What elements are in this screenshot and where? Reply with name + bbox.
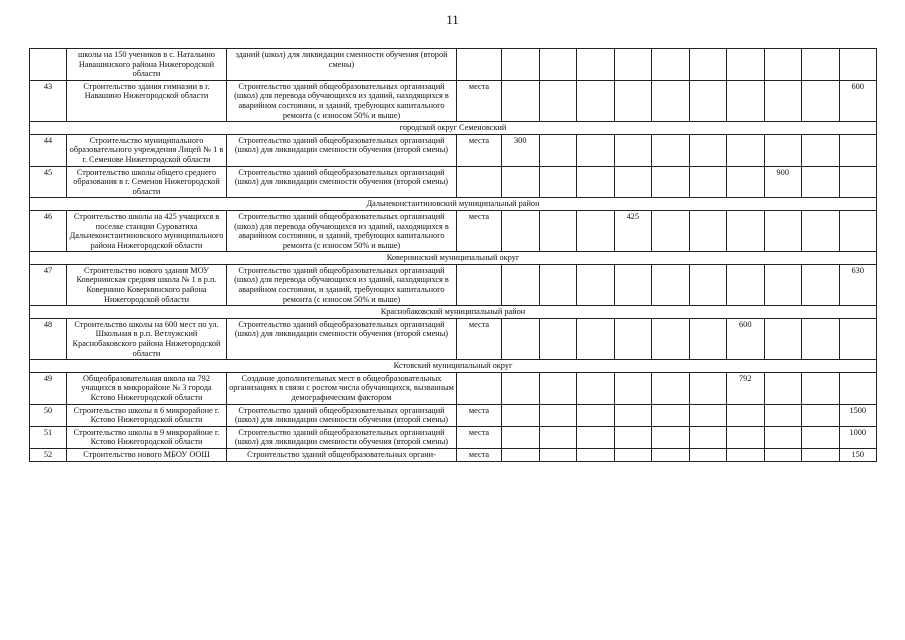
row-number: 52 [30, 448, 67, 461]
region-label: городской округ Семеновский [30, 122, 877, 135]
region-row [30, 306, 877, 319]
year-value-cell [689, 80, 727, 121]
year-value-cell [577, 49, 615, 81]
object-purpose: Создание дополнительных мест в общеобразовательных организациях в связи с ростом числа обучающихся, вызванным демографическим фактором [227, 372, 457, 404]
year-value-cell [727, 134, 765, 166]
year-value-cell [689, 134, 727, 166]
year-value-cell [802, 80, 840, 121]
object-purpose: Строительство зданий общеобразовательных организаций (школ) для ликвидации сменности обучения (второй смены) [227, 404, 457, 426]
year-value-cell [614, 80, 652, 121]
year-value-cell [502, 318, 540, 359]
year-value-cell: 150 [839, 448, 877, 461]
page-number: 11 [446, 12, 459, 27]
year-value-cell [764, 264, 802, 305]
year-value-cell [689, 448, 727, 461]
year-value-cell [689, 404, 727, 426]
region-label: Краснобаковский муниципальный район [30, 306, 877, 319]
year-value-cell [764, 426, 802, 448]
year-value-cell [577, 318, 615, 359]
region-row [30, 122, 877, 135]
unit-cell [457, 166, 502, 198]
year-value-cell [652, 372, 690, 404]
year-value-cell [764, 134, 802, 166]
program-table [29, 48, 877, 462]
year-value-cell [652, 134, 690, 166]
year-value-cell [502, 372, 540, 404]
table-row [30, 166, 877, 198]
year-value-cell: 300 [502, 134, 540, 166]
region-row [30, 360, 877, 373]
year-value-cell [764, 49, 802, 81]
year-value-cell [727, 426, 765, 448]
year-value-cell [577, 426, 615, 448]
year-value-cell [539, 210, 577, 251]
year-value-cell [614, 426, 652, 448]
year-value-cell [614, 264, 652, 305]
year-value-cell [539, 134, 577, 166]
year-value-cell [727, 210, 765, 251]
year-value-cell [614, 448, 652, 461]
unit-cell [457, 264, 502, 305]
unit-cell: места [457, 404, 502, 426]
row-number: 47 [30, 264, 67, 305]
object-purpose: Строительство зданий общеобразовательных организаций (школ) для ликвидации сменности обучения (второй смены) [227, 166, 457, 198]
table-row [30, 264, 877, 305]
year-value-cell [689, 210, 727, 251]
year-value-cell [577, 448, 615, 461]
table-row [30, 134, 877, 166]
object-name: Строительство школы общего среднего образования в г. Семенов Нижегородской области [67, 166, 227, 198]
year-value-cell [839, 210, 877, 251]
year-value-cell [652, 318, 690, 359]
year-value-cell: 425 [614, 210, 652, 251]
year-value-cell [764, 448, 802, 461]
year-value-cell [802, 448, 840, 461]
unit-cell [457, 372, 502, 404]
year-value-cell: 600 [839, 80, 877, 121]
year-value-cell [764, 210, 802, 251]
year-value-cell [502, 49, 540, 81]
object-name: Строительство школы в 6 микрорайоне г. Кстово Нижегородской области [67, 404, 227, 426]
object-name: Строительство здания гимназии в г. Навашино Нижегородской области [67, 80, 227, 121]
year-value-cell: 1500 [839, 404, 877, 426]
year-value-cell [727, 49, 765, 81]
unit-cell: места [457, 134, 502, 166]
year-value-cell [577, 210, 615, 251]
year-value-cell [652, 210, 690, 251]
year-value-cell [577, 134, 615, 166]
year-value-cell [539, 404, 577, 426]
year-value-cell [689, 49, 727, 81]
object-name: Строительство школы в 9 микрорайоне г. Кстово Нижегородской области [67, 426, 227, 448]
unit-cell: места [457, 80, 502, 121]
year-value-cell [802, 134, 840, 166]
year-value-cell [802, 426, 840, 448]
year-value-cell [689, 372, 727, 404]
year-value-cell [802, 210, 840, 251]
row-number: 45 [30, 166, 67, 198]
row-number: 49 [30, 372, 67, 404]
object-name: Строительство муниципального образовательного учреждения Лицей № 1 в г. Семенове Нижегородской области [67, 134, 227, 166]
year-value-cell: 600 [727, 318, 765, 359]
row-number: 43 [30, 80, 67, 121]
object-purpose: Строительство зданий общеобразовательных организаций (школ) для ликвидации сменности обучения (второй смены) [227, 426, 457, 448]
year-value-cell [577, 264, 615, 305]
object-purpose: Строительство зданий общеобразовательных организаций (школ) для ликвидации сменности обучения (второй смены) [227, 318, 457, 359]
year-value-cell [652, 404, 690, 426]
year-value-cell [764, 404, 802, 426]
unit-cell: места [457, 210, 502, 251]
object-name: Строительство школы на 425 учащихся в поселке станции Суроватиха Дальнеконстантиновского муниципального района Нижегородской области [67, 210, 227, 251]
row-number: 46 [30, 210, 67, 251]
year-value-cell [802, 264, 840, 305]
object-purpose: Строительство зданий общеобразовательных организаций (школ) для перевода обучающихся из зданий, находящихся в аварийном состоянии, и зданий, требующих капитального ремонта (с износом 50% и выше) [227, 80, 457, 121]
row-number: 51 [30, 426, 67, 448]
year-value-cell [539, 166, 577, 198]
year-value-cell [839, 134, 877, 166]
region-row [30, 252, 877, 265]
year-value-cell [614, 318, 652, 359]
year-value-cell [802, 49, 840, 81]
year-value-cell [802, 166, 840, 198]
object-name: Строительство школы на 600 мест по ул. Школьная в р.п. Ветлужский Краснобаковского района Нижегородской области [67, 318, 227, 359]
unit-cell: места [457, 318, 502, 359]
object-name: Общеобразовательная школа на 792 учащихся в микрорайоне № 3 города Кстово Нижегородской области [67, 372, 227, 404]
row-number: 44 [30, 134, 67, 166]
year-value-cell [652, 426, 690, 448]
year-value-cell: 630 [839, 264, 877, 305]
year-value-cell [502, 210, 540, 251]
year-value-cell [539, 80, 577, 121]
object-purpose: зданий (школ) для ликвидации сменности обучения (второй смены) [227, 49, 457, 81]
year-value-cell [577, 166, 615, 198]
year-value-cell [689, 166, 727, 198]
table-row [30, 80, 877, 121]
row-number: 48 [30, 318, 67, 359]
year-value-cell [689, 318, 727, 359]
year-value-cell [614, 166, 652, 198]
year-value-cell [502, 448, 540, 461]
unit-cell [457, 49, 502, 81]
year-value-cell [614, 49, 652, 81]
year-value-cell [614, 134, 652, 166]
object-name: школы на 150 учеников в с. Натальино Навашинского района Нижегородской области [67, 49, 227, 81]
year-value-cell [764, 318, 802, 359]
row-number: 50 [30, 404, 67, 426]
region-label: Дальнеконстантиновский муниципальный район [30, 198, 877, 211]
year-value-cell [502, 80, 540, 121]
year-value-cell [839, 49, 877, 81]
year-value-cell [727, 264, 765, 305]
year-value-cell [577, 372, 615, 404]
object-purpose: Строительство зданий общеобразовательных органи- [227, 448, 457, 461]
year-value-cell [802, 404, 840, 426]
year-value-cell [652, 448, 690, 461]
year-value-cell [539, 426, 577, 448]
object-name: Строительство нового МБОУ ООШ [67, 448, 227, 461]
year-value-cell [802, 372, 840, 404]
year-value-cell [539, 372, 577, 404]
year-value-cell [839, 166, 877, 198]
year-value-cell [502, 264, 540, 305]
year-value-cell [539, 49, 577, 81]
year-value-cell [614, 372, 652, 404]
table-row [30, 318, 877, 359]
object-purpose: Строительство зданий общеобразовательных организаций (школ) для перевода обучающихся из зданий, находящихся в аварийном состоянии, и зданий, требующих капитального ремонта (с износом 50% и выше) [227, 264, 457, 305]
year-value-cell [652, 49, 690, 81]
year-value-cell: 792 [727, 372, 765, 404]
table-row [30, 372, 877, 404]
object-purpose: Строительство зданий общеобразовательных организаций (школ) для перевода обучающихся из зданий, находящихся в аварийном состоянии, и зданий, требующих капитального ремонта (с износом 50% и выше) [227, 210, 457, 251]
year-value-cell [727, 448, 765, 461]
table-row [30, 448, 877, 461]
year-value-cell [839, 318, 877, 359]
year-value-cell [577, 404, 615, 426]
year-value-cell [727, 404, 765, 426]
year-value-cell [502, 426, 540, 448]
year-value-cell [689, 426, 727, 448]
region-label: Кстовский муниципальный округ [30, 360, 877, 373]
table-row [30, 49, 877, 81]
table-row [30, 426, 877, 448]
year-value-cell [502, 166, 540, 198]
year-value-cell [727, 80, 765, 121]
table-row [30, 404, 877, 426]
year-value-cell [727, 166, 765, 198]
year-value-cell: 900 [764, 166, 802, 198]
year-value-cell [764, 372, 802, 404]
year-value-cell: 1000 [839, 426, 877, 448]
year-value-cell [652, 80, 690, 121]
year-value-cell [764, 80, 802, 121]
year-value-cell [689, 264, 727, 305]
unit-cell: места [457, 426, 502, 448]
row-number [30, 49, 67, 81]
region-row [30, 198, 877, 211]
year-value-cell [539, 264, 577, 305]
object-name: Строительство нового здания МОУ Ковернинская средняя школа № 1 в р.п. Ковернино Ковернинского района Нижегородской области [67, 264, 227, 305]
year-value-cell [802, 318, 840, 359]
table-row [30, 210, 877, 251]
region-label: Ковернинский муниципальный округ [30, 252, 877, 265]
year-value-cell [502, 404, 540, 426]
year-value-cell [614, 404, 652, 426]
year-value-cell [539, 318, 577, 359]
object-purpose: Строительство зданий общеобразовательных организаций (школ) для ликвидации сменности обучения (второй смены) [227, 134, 457, 166]
year-value-cell [839, 372, 877, 404]
year-value-cell [539, 448, 577, 461]
year-value-cell [652, 166, 690, 198]
year-value-cell [652, 264, 690, 305]
unit-cell: места [457, 448, 502, 461]
year-value-cell [577, 80, 615, 121]
